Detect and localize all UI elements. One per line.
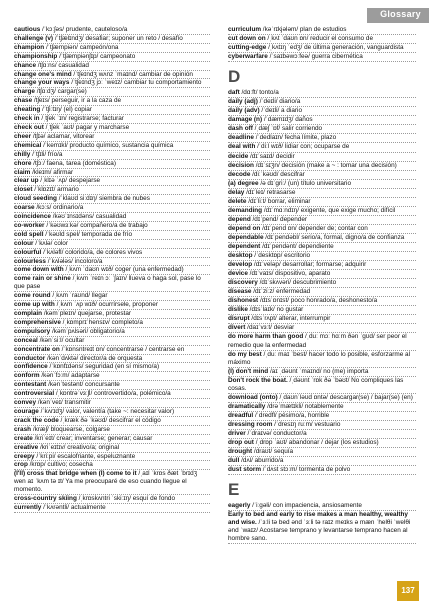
entry-headword: Don't rock the boat. xyxy=(228,376,288,384)
glossary-entry xyxy=(14,97,210,106)
entry-headword: chore xyxy=(14,159,32,167)
entry-headword: dislike xyxy=(228,306,248,314)
entry-definition: /ˈkʌlə/ color xyxy=(33,239,68,247)
entry-definition: /draʊt/ sequía xyxy=(252,448,294,456)
entry-definition: /ˌdaʊnˈləʊd ɒntə/ descargar(se) / bajar(se) (en) xyxy=(277,393,413,401)
entry-definition: /ˈkɔːʃəs/ prudente, cauteloso/a xyxy=(40,26,128,33)
glossary-entry xyxy=(228,198,416,207)
entry-definition: /dɑːft/ tonto/a xyxy=(239,89,279,97)
glossary-entry xyxy=(14,444,210,453)
glossary-entry xyxy=(228,502,416,511)
entry-headword: complain xyxy=(14,310,43,317)
entry-definition: /dɪˈsaɪd/ decidir xyxy=(248,152,295,160)
entry-definition: /ˈdresɪŋ ruːm/ vestuario xyxy=(272,420,341,428)
entry-headword: currently xyxy=(14,503,42,511)
entry-headword: controversial xyxy=(14,390,55,398)
entry-definition: /aɪ ˌdəʊnt ˈmaɪnd/ no (me) importa xyxy=(268,367,369,375)
entry-definition: /ˌaɪl ˈkrɒs ðæt ˈbrɪdʒ wen aɪ ˈkʌm tə ɪt/ Ya me preocuparé de eso cuando llegue el momento. xyxy=(14,470,198,494)
glossary-entry xyxy=(14,186,210,195)
glossary-entry xyxy=(228,511,416,544)
glossary-entry xyxy=(14,408,210,417)
entry-headword: colourless xyxy=(14,257,46,265)
entry-headword: change your ways xyxy=(14,79,70,87)
entry-definition: /ˈkəʊwɜːkə/ compañero/a de trabajo xyxy=(44,221,148,229)
glossary-entry xyxy=(14,346,210,355)
entry-headword: do more harm than good xyxy=(228,333,304,341)
glossary-entry xyxy=(228,216,416,225)
glossary-entry xyxy=(228,288,416,297)
glossary-entry xyxy=(14,204,210,213)
entry-headword: coincidence xyxy=(14,213,51,221)
entry-headword: closet xyxy=(14,186,33,194)
right-column xyxy=(228,26,416,544)
glossary-entry xyxy=(14,106,210,115)
entry-definition: /kənˈdʌktə/ director/a de orquesta xyxy=(45,354,143,362)
glossary-entry xyxy=(228,448,416,457)
entry-headword: dependent xyxy=(228,242,261,250)
entry-headword: cut down on xyxy=(228,35,266,43)
entry-headword: dependable xyxy=(228,233,264,241)
glossary-entry xyxy=(14,337,210,346)
entry-definition: /ˈtʃiːtɪŋ/ (el) copiar xyxy=(40,106,92,114)
glossary-entry xyxy=(14,372,210,381)
glossary-entry xyxy=(14,504,210,513)
entry-definition: /ˌduː maɪ ˈbest/ hacer todo lo posible, esforzarme al máximo xyxy=(228,350,411,366)
entry-definition: /ˈtʃɪli/ frío/a xyxy=(30,150,63,158)
entry-headword: develop xyxy=(228,261,253,269)
entry-headword: champion xyxy=(14,43,45,51)
entry-definition: /tʃeɪs/ perseguir, ir a la caza de xyxy=(32,97,122,105)
entry-headword: crash xyxy=(14,425,32,433)
entry-definition: /ˈkɒnfɪdəns/ seguridad (en sí mismo/a) xyxy=(47,363,160,371)
entry-headword: check out xyxy=(14,123,44,131)
entry-headword: deal with xyxy=(228,143,256,151)
entry-definition: /ˈdʌst stɔːm/ tormenta de polvo xyxy=(261,466,351,474)
entry-definition: /tʃɑːns/ casualidad xyxy=(36,61,89,69)
entry-definition: /ˈdiːl wɪð/ lidiar con; ocuparse de xyxy=(255,143,350,151)
entry-headword: challenge (v) xyxy=(14,34,54,42)
entry-definition: /dɪˈpend/ depender xyxy=(250,215,308,223)
entry-headword: come round xyxy=(14,292,51,300)
entry-headword: crop xyxy=(14,461,28,469)
entry-headword: disrupt xyxy=(228,315,250,323)
entry-headword: deadline xyxy=(228,134,254,142)
entry-headword: depend xyxy=(228,215,251,223)
entry-headword: compulsory xyxy=(14,327,51,335)
entry-headword: cross-country skiing xyxy=(14,495,77,503)
glossary-entry xyxy=(14,319,210,328)
entry-headword: dressing room xyxy=(228,420,273,428)
entry-definition: /ˈtʃeɪndʒ jɔː ˈweɪz/ cambiar tu comportamiento xyxy=(69,79,202,87)
glossary-entry xyxy=(228,351,416,368)
entry-definition: /dɪˈpend ɒn/ depender de; contar con xyxy=(260,224,368,232)
glossary-entry xyxy=(228,377,416,394)
entry-definition: /ˈklaʊd siːdɪŋ/ siembra de nubes xyxy=(56,195,150,203)
entry-definition: /kəˈrɪkjələm/ plan de estudios xyxy=(261,26,347,33)
glossary-entry xyxy=(228,403,416,412)
glossary-entry xyxy=(228,368,416,377)
entry-headword: chemical xyxy=(14,141,42,149)
entry-headword: creative xyxy=(14,443,39,451)
entry-definition: /ˈɜːli tə bed ənd ˈɜːli tə raɪz meɪks ə mæn ˈhelθi ˈwelθi ənd ˈwaɪz/ Acostarse temprano y levantarse temprano hacen al hombre sano. xyxy=(228,519,411,543)
entry-definition: /dɪˈziːz/ enfermedad xyxy=(251,288,311,296)
entry-headword: claim xyxy=(14,168,31,176)
entry-headword: coarse xyxy=(14,204,35,212)
entry-definition: /ˌkʌm ˈdaʊn wɪð/ coger (una enfermedad) xyxy=(63,266,184,274)
entry-definition: /ˌkræk ðə ˈkəʊd/ descifrar el código xyxy=(58,416,161,424)
glossary-entry xyxy=(14,151,210,160)
entry-definition: /ˌdəʊnt ˈrɒk ðə ˈbəʊt/ No compliques las cosas. xyxy=(228,376,404,392)
entry-headword: divert xyxy=(228,324,246,332)
entry-headword: decide xyxy=(228,152,249,160)
glossary-entry xyxy=(14,26,210,35)
glossary-entry xyxy=(228,35,416,44)
entry-headword: conform xyxy=(14,372,40,380)
entry-headword: dishonest xyxy=(228,297,259,305)
e-entries xyxy=(228,502,416,544)
entry-definition: /ˌkʌtɪŋ ˈedʒ/ de última generación, vanguardista xyxy=(266,44,404,52)
entry-definition: /kənˈveɪ/ transmitir xyxy=(36,399,91,407)
glossary-entry xyxy=(228,98,416,107)
entry-definition: /ˌdrɒp ˈaʊt/ abandonar / dejar (los estudios) xyxy=(253,439,379,447)
entry-definition: /kəmˈpleɪn/ quejarse, protestar xyxy=(42,310,132,317)
page-section-title: Glossary xyxy=(380,9,421,19)
glossary-entry xyxy=(14,292,210,301)
glossary-entry xyxy=(14,231,210,240)
entry-definition: /ˌkrɒskʌntri ˈskiːɪŋ/ esquí de fondo xyxy=(76,495,176,503)
entry-headword: clear up xyxy=(14,177,39,185)
entry-headword: concentrate on xyxy=(14,345,60,353)
entry-headword: contestant xyxy=(14,381,47,389)
glossary-entry xyxy=(14,275,210,292)
entry-definition: /daɪˈvɜːt/ desviar xyxy=(245,324,295,332)
entry-definition: /ˈtʃeɪndʒ wʌnz ˈmaɪnd/ cambiar de opinión xyxy=(71,70,193,78)
glossary-entry xyxy=(228,143,416,152)
glossary-entry xyxy=(228,234,416,243)
glossary-entry xyxy=(14,124,210,133)
glossary-entry xyxy=(14,53,210,62)
entry-definition: /tʃɪə/ aclamar, vitorear xyxy=(31,132,95,140)
entry-definition: /ˌtʃek ˈaʊt/ pagar y marcharse xyxy=(43,123,130,131)
entry-definition: /ˈdraɪvə/ conductor/a xyxy=(245,429,307,437)
glossary-entry xyxy=(14,249,210,258)
entry-definition: /ˌkɒntrəˈvɜːʃl/ controvertido/a, polémico/a xyxy=(54,390,171,398)
glossary-entry xyxy=(14,35,210,44)
entry-definition: /dɪsˈrʌpt/ alterar, interrumpir xyxy=(249,315,331,323)
glossary-entry xyxy=(228,162,416,171)
entry-headword: change one's mind xyxy=(14,70,72,78)
glossary-entry xyxy=(14,115,210,124)
entry-headword: device xyxy=(228,270,248,278)
entry-headword: desktop xyxy=(228,252,253,260)
entry-definition: /dʌl/ aburrido/a xyxy=(239,457,284,465)
glossary-entry xyxy=(228,430,416,439)
entry-headword: championship xyxy=(14,52,58,60)
glossary-entry xyxy=(14,44,210,53)
entry-headword: daft xyxy=(228,89,240,97)
entry-definition: /dɪˈsɪʒn/ decisión (make a ~ : tomar una decisión) xyxy=(253,161,397,169)
glossary-entry xyxy=(14,160,210,169)
glossary-entry xyxy=(14,399,210,408)
page-number-badge: 137 xyxy=(397,581,419,601)
entry-definition: /kənˈtestənt/ concursante xyxy=(46,381,120,389)
entry-definition: /ˈkʌrəntli/ actualmente xyxy=(41,503,106,511)
left-column xyxy=(14,26,210,513)
glossary-entry xyxy=(14,301,210,310)
entry-definition: /ˈdeɪli/ a diario xyxy=(259,107,303,115)
glossary-entry xyxy=(14,390,210,399)
entry-definition: /ˈdæmɪdʒ/ daños xyxy=(262,116,313,124)
glossary-entry xyxy=(228,89,416,98)
entry-headword: do my best xyxy=(228,350,262,358)
entry-headword: decode xyxy=(228,170,251,178)
glossary-entry xyxy=(14,195,210,204)
c-entries-continued xyxy=(228,26,416,62)
glossary-entry xyxy=(228,53,416,62)
entry-headword: daily (adj) xyxy=(228,98,258,106)
entry-headword: cautious xyxy=(14,26,41,33)
glossary-entry xyxy=(14,426,210,435)
glossary-entry xyxy=(14,328,210,337)
entry-definition: /dɪˈleɪ/ retrasarse xyxy=(244,188,296,196)
entry-definition: /ˈsaɪbəwɔːfeə/ guerra cibernética xyxy=(267,53,363,61)
section-letter-e: E xyxy=(228,480,240,500)
entry-headword: driver xyxy=(228,429,246,437)
glossary-entry xyxy=(228,171,416,180)
entry-headword: conceal xyxy=(14,336,38,344)
entry-headword: cutting-edge xyxy=(228,44,267,52)
glossary-entry xyxy=(228,421,416,430)
glossary-entry xyxy=(228,180,416,189)
glossary-entry xyxy=(14,417,210,426)
entry-headword: dust storm xyxy=(228,466,262,474)
entry-definition: /kriˈeɪtɪv/ creativo/a; original xyxy=(38,443,120,451)
entry-headword: discovery xyxy=(228,279,258,287)
entry-definition: /kənˈfɔːm/ adaptarse xyxy=(39,372,100,380)
entry-headword: charge xyxy=(14,88,35,96)
glossary-entry xyxy=(14,470,210,495)
entry-definition: /dɪˈliːt/ borrar, eliminar xyxy=(246,197,311,205)
entry-headword: colourful xyxy=(14,248,42,256)
entry-definition: /ˈiːɡəli/ con impaciencia, ansiosamente xyxy=(250,502,362,510)
glossary-entry xyxy=(14,79,210,88)
entry-headword: cheer xyxy=(14,132,32,140)
entry-headword: dash off xyxy=(228,125,253,133)
entry-headword: drought xyxy=(228,448,253,456)
entry-definition: /kənˈsiːl/ ocultar xyxy=(37,336,85,344)
entry-definition: /tʃɑːdʒ/ cargar(se) xyxy=(34,88,87,96)
glossary-entry xyxy=(228,189,416,198)
glossary-entry xyxy=(228,306,416,315)
glossary-entry xyxy=(14,88,210,97)
entry-headword: daily (adv) xyxy=(228,107,260,115)
entry-headword: depend on xyxy=(228,224,261,232)
entry-headword: chilly xyxy=(14,150,31,158)
entry-headword: chase xyxy=(14,97,33,105)
section-letter-d: D xyxy=(228,67,241,87)
glossary-entry xyxy=(228,44,416,53)
glossary-entry xyxy=(228,333,416,350)
entry-headword: drop out xyxy=(228,439,254,447)
entry-headword: creepy xyxy=(14,452,35,460)
glossary-entry xyxy=(228,252,416,261)
entry-definition: /ˌkɒmprɪˈhensɪv/ completo/a xyxy=(60,318,143,326)
entry-headword: dreadful xyxy=(228,411,254,419)
entry-headword: dramatically xyxy=(228,402,266,410)
entry-definition: /krɒp/ cultivo; cosecha xyxy=(27,461,93,469)
glossary-entry xyxy=(14,495,210,504)
entry-definition: /ˌklɪə ˈʌp/ despejarse xyxy=(38,177,101,185)
entry-definition: /ˈdeɪli/ diario/a xyxy=(257,98,301,106)
entry-headword: delay xyxy=(228,188,245,196)
glossary-entry xyxy=(228,243,416,252)
glossary-entry xyxy=(14,213,210,222)
entry-definition: /ˌkʌm ˈraʊnd/ llegar xyxy=(50,292,108,300)
entry-headword: create xyxy=(14,434,33,442)
entry-headword: damage (n) xyxy=(228,116,263,124)
entry-definition: /dɪˈpendəbl/ serio/a, formal, digno/a de confianza xyxy=(263,233,405,241)
entry-definition: /dɪˈveləp/ desarrollar; formarse; adquirir xyxy=(252,261,367,269)
entry-headword: come rain or shine xyxy=(14,275,71,283)
entry-definition: /ˈkemɪkl/ producto químico, sustancia química xyxy=(41,141,174,149)
glossary-entry xyxy=(228,26,416,35)
entry-headword: convey xyxy=(14,399,37,407)
glossary-entry xyxy=(228,394,416,403)
glossary-entry xyxy=(228,457,416,466)
glossary-entry xyxy=(228,279,416,288)
entry-definition: /ˌkʌm ˈreɪn ɔː ˈʃaɪn/ llueva o haga sol, pase lo que pase xyxy=(14,275,201,291)
entry-definition: /ˈkʌrɪdʒ/ valor, valentía (take ~: necesitar valor) xyxy=(38,407,175,415)
entry-definition: /ˌkʌt ˈdaʊn ɒn/ reducir el consumo de xyxy=(265,35,373,43)
glossary-entry xyxy=(228,207,416,216)
entry-definition: /ˈtʃæmpiənʃɪp/ campeonato xyxy=(57,52,136,60)
d-entries xyxy=(228,89,416,475)
entry-headword: demanding xyxy=(228,206,263,214)
entry-headword: conductor xyxy=(14,354,46,362)
entry-definition: /dɪˈmɑːndɪŋ/ exigente, que exige mucho; difícil xyxy=(262,206,396,214)
entry-headword: comprehensive xyxy=(14,318,61,326)
entry-definition: /ə dɪˈɡriː/ (un) título universitario xyxy=(258,179,352,187)
entry-definition: /ˈdesktɒp/ escritorio xyxy=(252,252,311,260)
entry-headword: Early to bed and early to rise makes a man healthy, wealthy and wise. xyxy=(228,511,408,527)
entry-definition: /kəʊˈɪnsɪdəns/ casualidad xyxy=(50,213,127,221)
entry-definition: /ˌduː mɔː hɑːm ðən ˈɡʊd/ ser peor el remedio que la enfermedad xyxy=(228,333,407,349)
entry-definition: /dɪˈvaɪs/ dispositivo, aparato xyxy=(247,270,331,278)
entry-headword: chance xyxy=(14,61,37,69)
entry-definition: /ˈdedlaɪn/ fecha límite, plazo xyxy=(253,134,337,142)
entry-definition: /drəˈmætɪkli/ notablemente xyxy=(265,402,344,410)
entry-headword: disease xyxy=(228,288,252,296)
entry-definition: /ˈkʌləfl/ colorido/a, de colores vivos xyxy=(41,248,143,256)
entry-headword: curriculum xyxy=(228,26,262,33)
entry-headword: crack the code xyxy=(14,416,59,424)
entry-headword: (a) degree xyxy=(228,179,259,187)
entry-definition: /ˈtʃæmpiən/ campeón/ona xyxy=(44,43,119,51)
entry-headword: download (onto) xyxy=(228,393,278,401)
glossary-entry xyxy=(228,107,416,116)
entry-definition: /dɪˈskʌvəri/ descubrimiento xyxy=(257,279,337,287)
entry-definition: /dɪˈpendənt/ dependiente xyxy=(260,242,334,250)
entry-definition: /dɪsˈɒnɪst/ poco honrado/a, deshonesto/a xyxy=(258,297,378,305)
entry-definition: /ˌkʌm ˈʌp wɪð/ ocurrírsele, proponer xyxy=(54,301,158,309)
entry-definition: /ˈkəʊld spel/ temporada de frío xyxy=(43,230,133,238)
entry-definition: /kleɪm/ afirmar xyxy=(30,168,74,176)
entry-headword: delete xyxy=(228,197,247,205)
entry-definition: /ˌtʃek ˈɪn/ registrarse; facturar xyxy=(39,115,124,123)
glossary-entry xyxy=(14,133,210,142)
entry-definition: /ˈtʃælɪndʒ/ desafiar; suponer un reto / desafío xyxy=(53,34,183,42)
entry-definition: /tʃɔː/ faena, tarea (doméstica) xyxy=(31,159,116,167)
glossary-entry xyxy=(228,439,416,448)
glossary-entry xyxy=(14,222,210,231)
entry-definition: /diːˈkəʊd/ descifrar xyxy=(250,170,305,178)
entry-definition: /ˈkriːpi/ escalofriante, espeluznante xyxy=(34,452,136,460)
entry-headword: come down with xyxy=(14,266,64,274)
entry-headword: check in xyxy=(14,115,40,123)
entry-headword: courage xyxy=(14,407,39,415)
entry-headword: cloud seeding xyxy=(14,195,57,203)
entry-definition: /ˈklɒzɪt/ armario xyxy=(32,186,79,194)
glossary-entry xyxy=(14,435,210,444)
entry-definition: /dɪsˈlaɪk/ no gustar xyxy=(247,306,304,314)
entry-definition: /ˌdæʃ ˈɒf/ salir corriendo xyxy=(252,125,323,133)
glossary-entry xyxy=(228,466,416,475)
glossary-entry xyxy=(228,297,416,306)
glossary-entry xyxy=(228,153,416,162)
entry-definition: /kriˈeɪt/ crear; inventarse; generar; causar xyxy=(32,434,153,442)
entry-headword: decision xyxy=(228,161,254,169)
glossary-entry xyxy=(228,225,416,234)
entry-headword: co-worker xyxy=(14,221,45,229)
entry-headword: cyberwarfare xyxy=(228,53,268,61)
entry-headword: colour xyxy=(14,239,34,247)
entry-definition: /kɔːs/ ordinario/a xyxy=(34,204,84,212)
glossary-entry xyxy=(14,142,210,151)
entry-headword: come up with xyxy=(14,301,55,309)
entry-headword: cheating xyxy=(14,106,41,114)
entry-definition: /ˈkʌlələs/ incoloro/a xyxy=(45,257,103,265)
entry-definition: /ˈkɒnsntreɪt ɒn/ concentrarse / centrarse en xyxy=(59,345,185,353)
entry-headword: confidence xyxy=(14,363,48,371)
glossary-entry xyxy=(14,453,210,462)
glossary-entry xyxy=(228,261,416,270)
entry-headword: (I'll) cross that bridge when (I) come to it xyxy=(14,470,137,478)
entry-definition: /kræʃ/ bloquearse, colgarse xyxy=(31,425,110,433)
glossary-entry xyxy=(228,412,416,421)
glossary-entry xyxy=(14,177,210,186)
glossary-entry xyxy=(14,381,210,390)
glossary-entry xyxy=(14,240,210,249)
entry-headword: dull xyxy=(228,457,240,465)
glossary-entry xyxy=(14,461,210,470)
glossary-entry xyxy=(228,270,416,279)
entry-headword: cold spell xyxy=(14,230,44,238)
entry-headword: (I) don't mind xyxy=(228,367,269,375)
entry-definition: /ˈdredfl/ pésimo/a, horrible xyxy=(253,411,330,419)
glossary-entry xyxy=(14,310,210,319)
glossary-entry xyxy=(14,62,210,71)
entry-definition: /kəmˈpʌlsəri/ obligatorio/a xyxy=(50,327,125,335)
glossary-entry xyxy=(14,363,210,372)
entry-headword: eagerly xyxy=(228,502,251,510)
